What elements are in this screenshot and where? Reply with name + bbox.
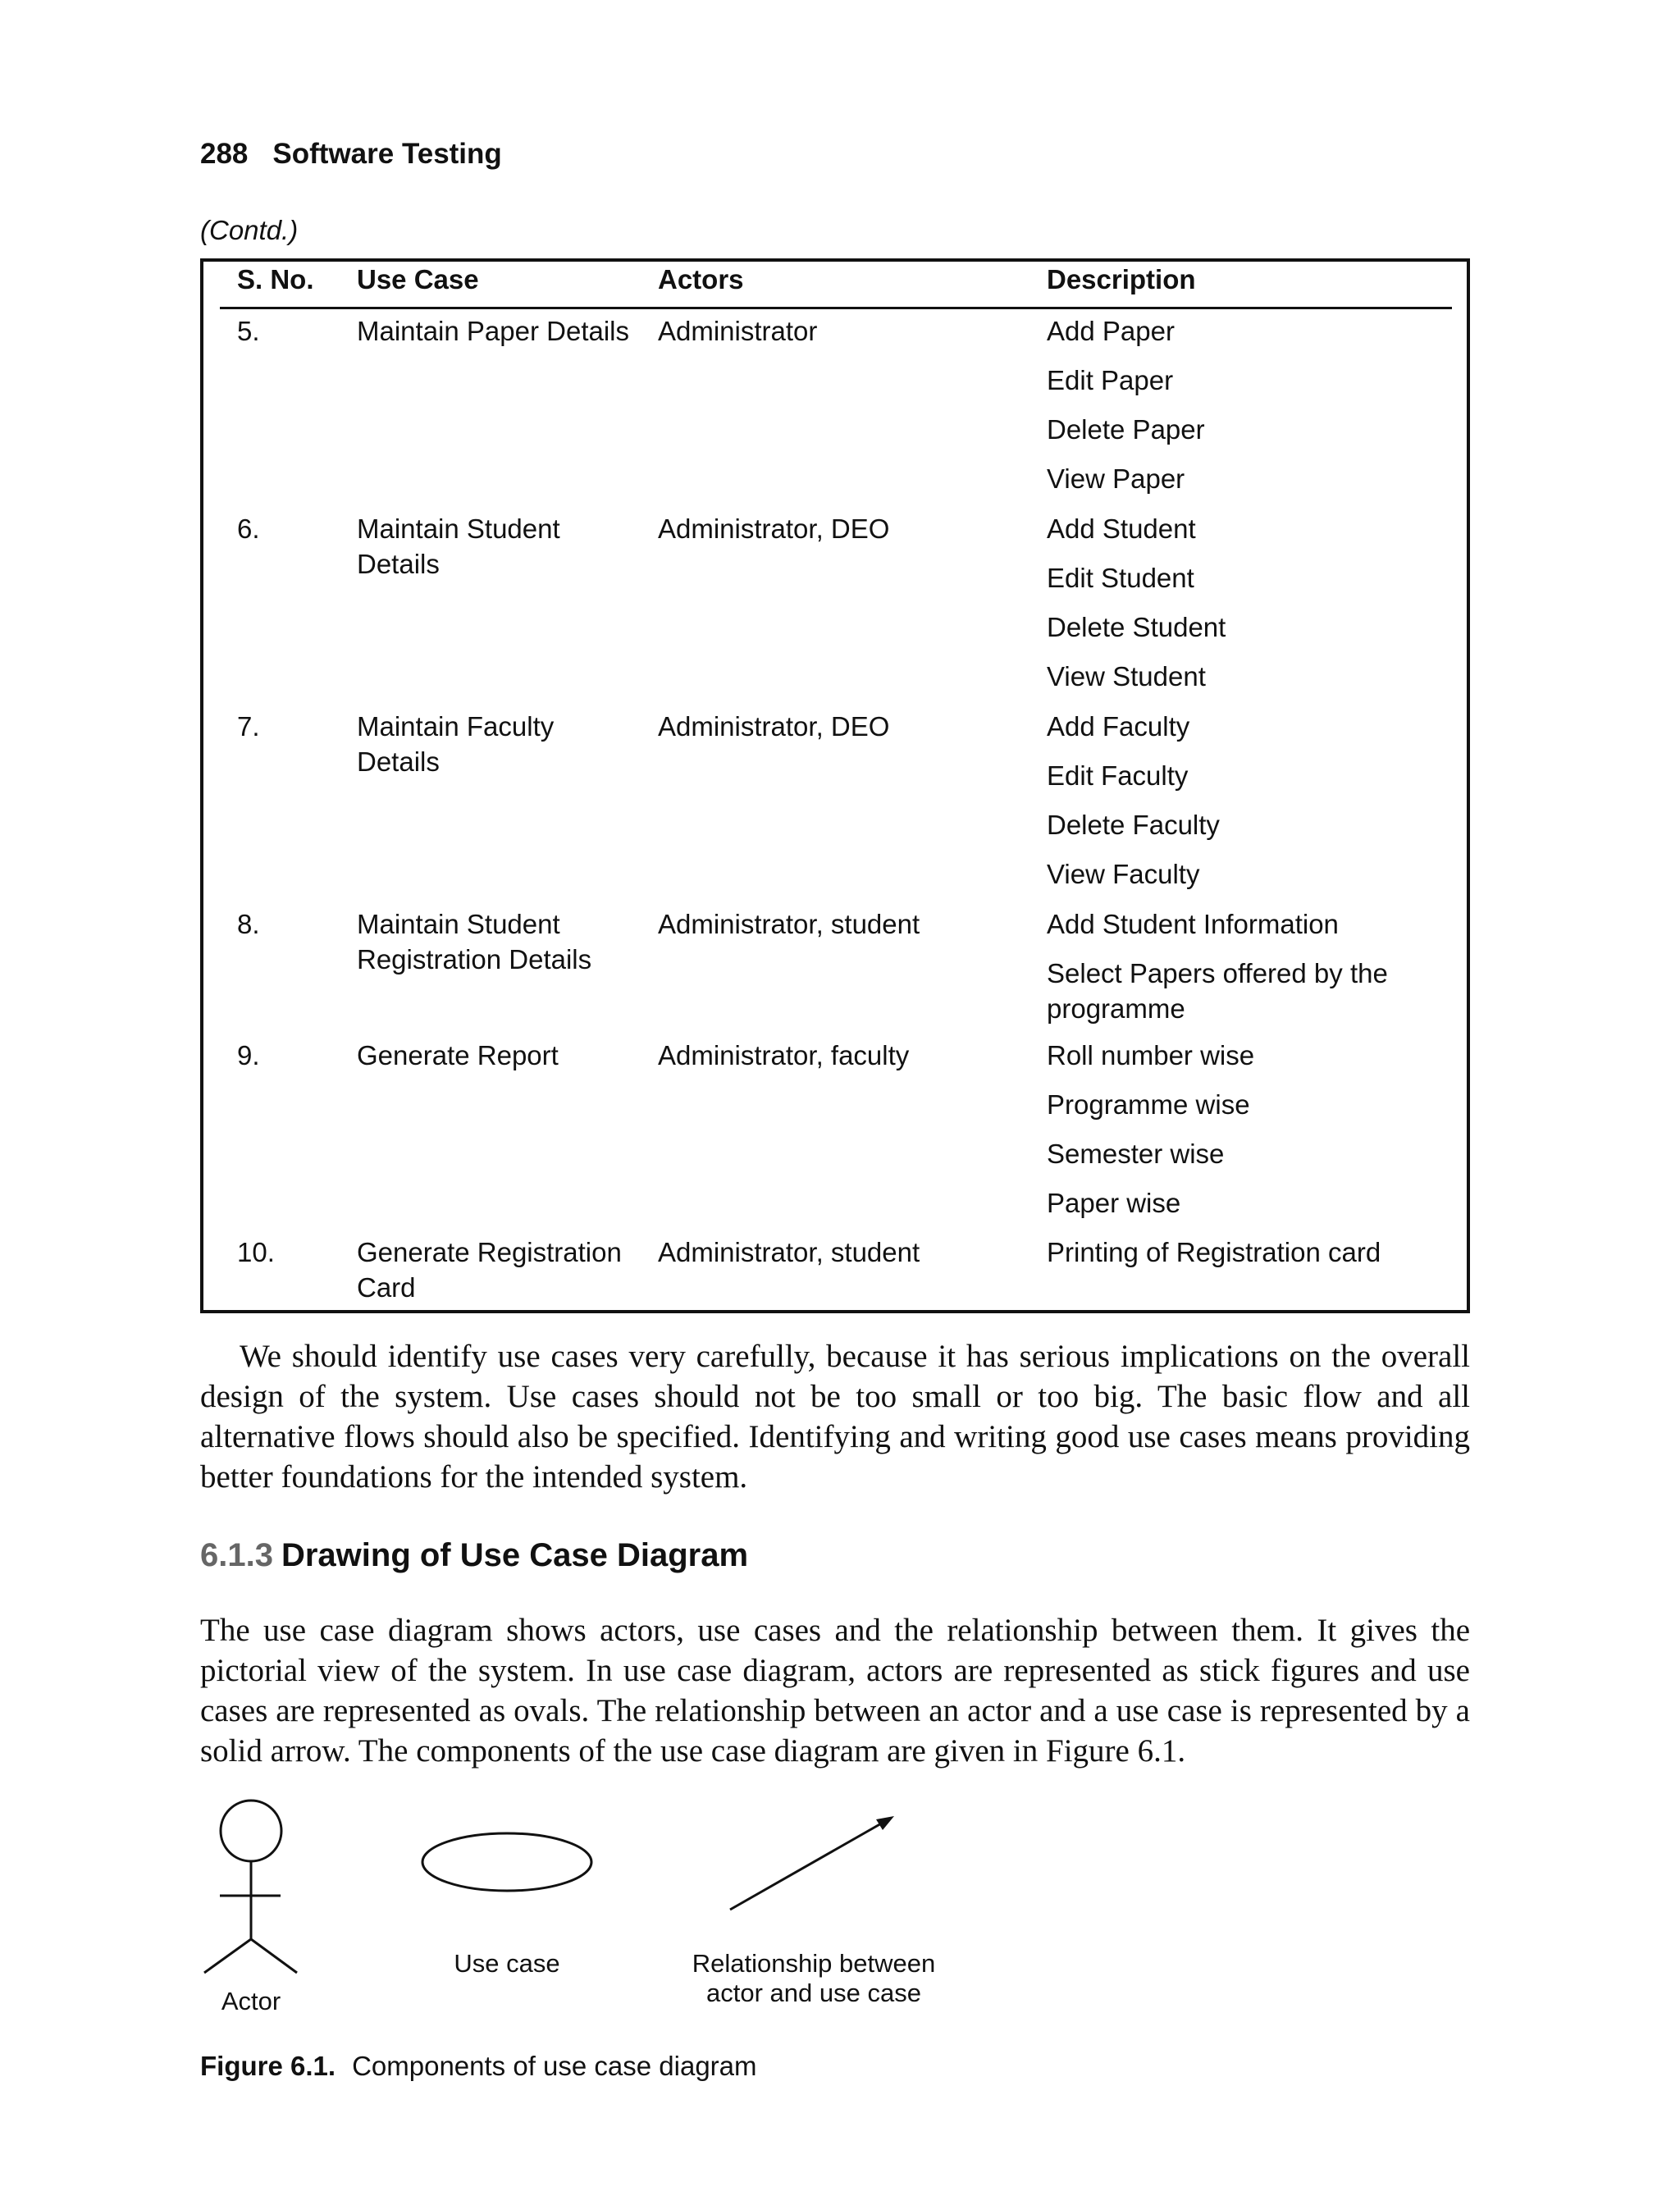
row-description: Select Papers offered by the programme [1047,958,1388,1024]
row-description: Edit Paper [1047,365,1174,395]
row-actors: Administrator, DEO [658,711,890,742]
relationship-label: Relationship between actor and use case [692,1949,936,2007]
row-description: Delete Paper [1047,414,1205,445]
row-description: Semester wise [1047,1139,1225,1169]
row-description: Add Paper [1047,316,1175,346]
row-sno: 10. [237,1237,275,1267]
row-sno: 8. [237,909,260,939]
row-use-case: Maintain Faculty Details [357,711,555,777]
row-use-case: Maintain Student Details [357,513,560,579]
column-header-description: Description [1047,264,1196,294]
relationship-arrow-icon [730,1816,894,1910]
row-sno: 6. [237,513,260,544]
figure-caption [200,2051,757,2082]
actor-label: Actor [221,1987,281,2015]
row-description: View Student [1047,661,1206,691]
row-description: Delete Faculty [1047,810,1220,840]
row-description: View Paper [1047,463,1185,494]
actor-stick-figure-icon [204,1801,297,1973]
row-description: Add Student Information [1047,909,1339,939]
row-actors: Administrator [658,316,818,346]
column-header-use-case: Use Case [357,264,479,294]
section-title: Drawing of Use Case Diagram [281,1537,749,1573]
row-sno: 7. [237,711,260,742]
page-number: 288 [200,138,249,170]
row-sno: 5. [237,316,260,346]
column-header-actors: Actors [658,264,744,294]
row-use-case: Generate Report [357,1040,559,1070]
row-description: Paper wise [1047,1188,1181,1218]
row-actors: Administrator, faculty [658,1040,910,1070]
row-description: Delete Student [1047,612,1226,642]
row-description: Edit Faculty [1047,760,1189,791]
row-description: Edit Student [1047,563,1194,593]
row-description: Roll number wise [1047,1040,1255,1070]
row-description: Add Faculty [1047,711,1190,742]
row-description: View Faculty [1047,859,1200,889]
paragraph-use-case-diagram: The use case diagram shows actors, use cases and the relationship between them. It gives the pictorial view of the system. In use case diagram, actors are represented as stick figures and use cases are represented as ovals. The relationship between an actor and a use case is represented by a solid arrow. The components of the use case diagram are given in Figure 6.1. [200,1613,1470,1769]
row-description: Programme wise [1047,1089,1250,1120]
row-actors: Administrator, student [658,909,920,939]
row-sno: 9. [237,1040,260,1070]
book-title: Software Testing [272,138,502,170]
row-actors: Administrator, DEO [658,513,890,544]
use-case-label: Use case [454,1949,560,1978]
use-case-oval-icon [422,1833,591,1891]
row-use-case: Maintain Paper Details [357,316,629,346]
paragraph-use-case-identification: We should identify use cases very carefully, because it has serious implications on the overall design of the system. Use cases should not be too small or too big. The basic flow and all alternative flows should also be specified. Identifying and writing good use cases means providing better foundations for the intended system. [200,1339,1470,1495]
caption-text: Components of use case diagram [352,2051,757,2081]
column-header-sno: S. No. [237,264,314,294]
contd-label: (Contd.) [200,215,299,245]
row-actors: Administrator, student [658,1237,920,1267]
caption-number: Figure 6.1. [200,2051,336,2081]
row-use-case: Generate Registration Card [357,1237,622,1303]
row-use-case: Maintain Student Registration Details [357,909,592,974]
row-description: Add Student [1047,513,1196,544]
section-number: 6.1.3 [200,1537,273,1573]
row-description: Printing of Registration card [1047,1237,1381,1267]
